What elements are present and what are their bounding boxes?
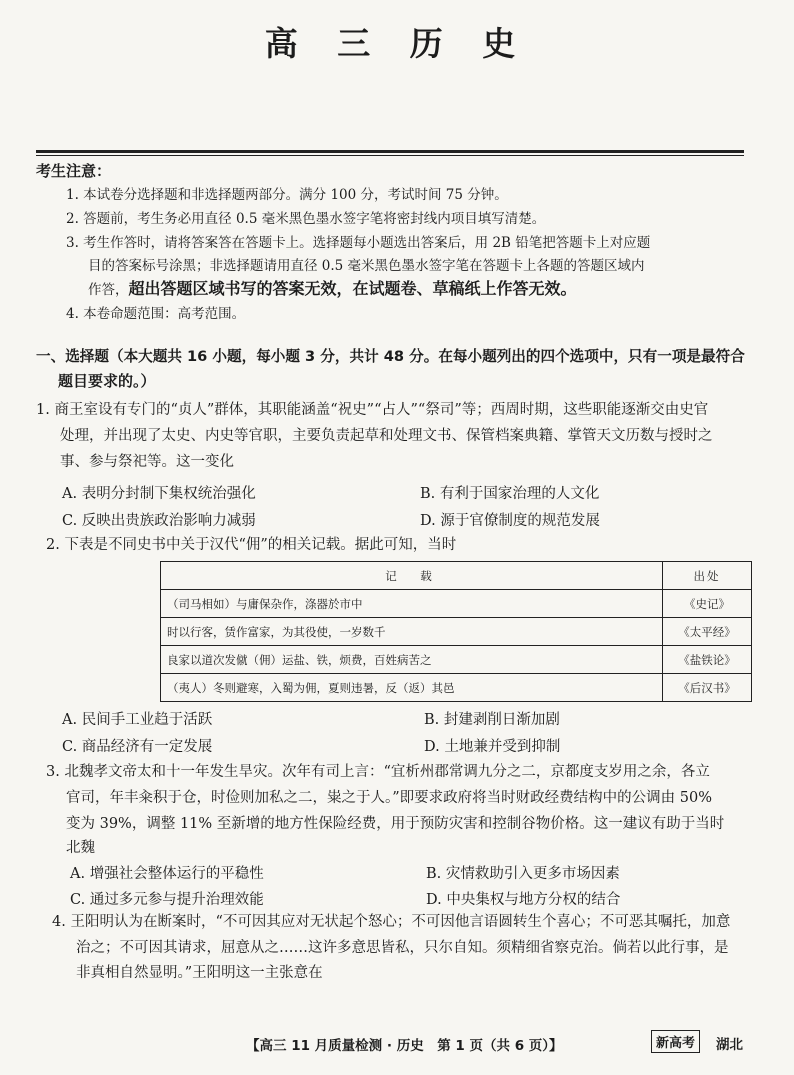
q4-line-2: 治之；不可因其请求，屈意从之……这许多意思皆私，只尔自知。须精细省察克治。倘若以此行事，是 [76, 940, 729, 956]
q3-option-b[interactable]: B. 灾情救助引入更多市场因素 [426, 866, 620, 882]
table-cell-source: 《后汉书》 [663, 674, 752, 702]
table-row [161, 590, 752, 618]
header-rule-thick [36, 150, 744, 153]
exam-type-badge: 新高考 [651, 1030, 700, 1053]
notice-item-4: 4. 本卷命题范围：高考范围。 [66, 306, 246, 322]
notice-item-3-cont: 目的答案标号涂黑；非选择题请用直径 0.5 毫米黑色墨水签字笔在答题卡上各题的答题区域内 [88, 258, 645, 274]
table-row [161, 618, 752, 646]
table-row [161, 646, 752, 674]
notice-item-3: 3. 考生作答时，请将答案答在答题卡上。选择题每小题选出答案后，用 2B 铅笔把答题卡上对应题 [66, 235, 651, 251]
table-cell-record: （司马相如）与庸保杂作，涤器於市中 [161, 590, 663, 618]
q2-option-b[interactable]: B. 封建剥削日渐加剧 [424, 712, 560, 728]
page-title: 高 三 历 史 [264, 24, 530, 63]
table-header-source: 出处 [663, 562, 752, 590]
table-cell-source: 《史记》 [663, 590, 752, 618]
section-heading-line-2: 题目要求的。） [58, 372, 156, 390]
q3-line-4: 北魏 [66, 840, 95, 856]
q3-option-d[interactable]: D. 中央集权与地方分权的结合 [426, 892, 621, 908]
q4-line-1: 4. 王阳明认为在断案时，“不可因其应对无状起个怒心；不可因他言语圆转生个喜心；不可恶其嘱托，加意 [52, 914, 731, 930]
region-label: 湖北 [716, 1037, 743, 1053]
q1-option-d[interactable]: D. 源于官僚制度的规范发展 [420, 513, 600, 529]
table-row [161, 674, 752, 702]
q3-line-1: 3. 北魏孝文帝太和十一年发生旱灾。次年有司上言：“宜析州郡常调九分之二，京都度支岁用之余，各立 [46, 764, 710, 780]
q1-option-a[interactable]: A. 表明分封制下集权统治强化 [62, 486, 256, 502]
q2-option-a[interactable]: A. 民间手工业趋于活跃 [62, 712, 213, 728]
notice-item-1: 1. 本试卷分选择题和非选择题两部分。满分 100 分，考试时间 75 分钟。 [66, 187, 508, 203]
table-cell-record: 良家以道次发僦（佣）运盐、铁，烦费，百姓病苦之 [161, 646, 663, 674]
table-cell-source: 《太平经》 [663, 618, 752, 646]
notice-warning: 超出答题区域书写的答案无效，在试题卷、草稿纸上作答无效。 [128, 279, 577, 298]
page-footer: 【高三 11 月质量检测 · 历史 第 1 页（共 6 页）】 [246, 1038, 563, 1054]
q3-line-3: 变为 39%，调整 11% 至新增的地方性保险经费，用于预防灾害和控制谷物价格。这一建议有助于当时 [66, 816, 725, 832]
q2-stem: 2. 下表是不同史书中关于汉代“佣”的相关记载。据此可知，当时 [46, 537, 457, 553]
notice-item-2: 2. 答题前，考生务必用直径 0.5 毫米黑色墨水签字笔将密封线内项目填写清楚。 [66, 211, 546, 227]
q4-line-3: 非真相自然显明。”王阳明这一主张意在 [76, 965, 323, 981]
notice-heading: 考生注意： [36, 162, 112, 180]
notice-item-3-end [88, 276, 577, 299]
header-rule-thin [36, 155, 744, 156]
table-cell-record: 时以行客，赁作富家，为其役使，一岁数千 [161, 618, 663, 646]
table-header-row [161, 562, 752, 590]
table-cell-record: （夷人）冬则避寒，入蜀为佣，夏则违暑，反（返）其邑 [161, 674, 663, 702]
q3-option-c[interactable]: C. 通过多元参与提升治理效能 [70, 892, 264, 908]
q2-option-c[interactable]: C. 商品经济有一定发展 [62, 739, 213, 755]
table-header-record: 记 载 [161, 562, 663, 590]
notice-item-3-prefix: 作答， [88, 282, 129, 298]
section-heading-line-1: 一、选择题（本大题共 16 小题，每小题 3 分，共计 48 分。在每小题列出的四个选项中，只有一项是最符合 [36, 348, 745, 365]
q1-option-c[interactable]: C. 反映出贵族政治影响力减弱 [62, 513, 256, 529]
q3-line-2: 官司，年丰籴积于仓，时俭则加私之二，粜之于人。”即要求政府将当时财政经费结构中的公调由 50% [66, 790, 712, 806]
table-cell-source: 《盐铁论》 [663, 646, 752, 674]
section-heading [36, 344, 756, 394]
q1-option-b[interactable]: B. 有利于国家治理的人文化 [420, 486, 600, 502]
q1-line-3: 事、参与祭祀等。这一变化 [60, 454, 234, 470]
q1-line-1: 1. 商王室设有专门的“贞人”群体，其职能涵盖“祝史”“占人”“祭司”等；西周时期，这些职能逐渐交由史官 [36, 402, 709, 418]
q1-line-2: 处理，并出现了太史、内史等官职，主要负责起草和处理文书、保管档案典籍、掌管天文历数与授时之 [60, 428, 713, 444]
q3-option-a[interactable]: A. 增强社会整体运行的平稳性 [70, 866, 264, 882]
q2-option-d[interactable]: D. 土地兼并受到抑制 [424, 739, 561, 755]
records-table [160, 561, 752, 702]
